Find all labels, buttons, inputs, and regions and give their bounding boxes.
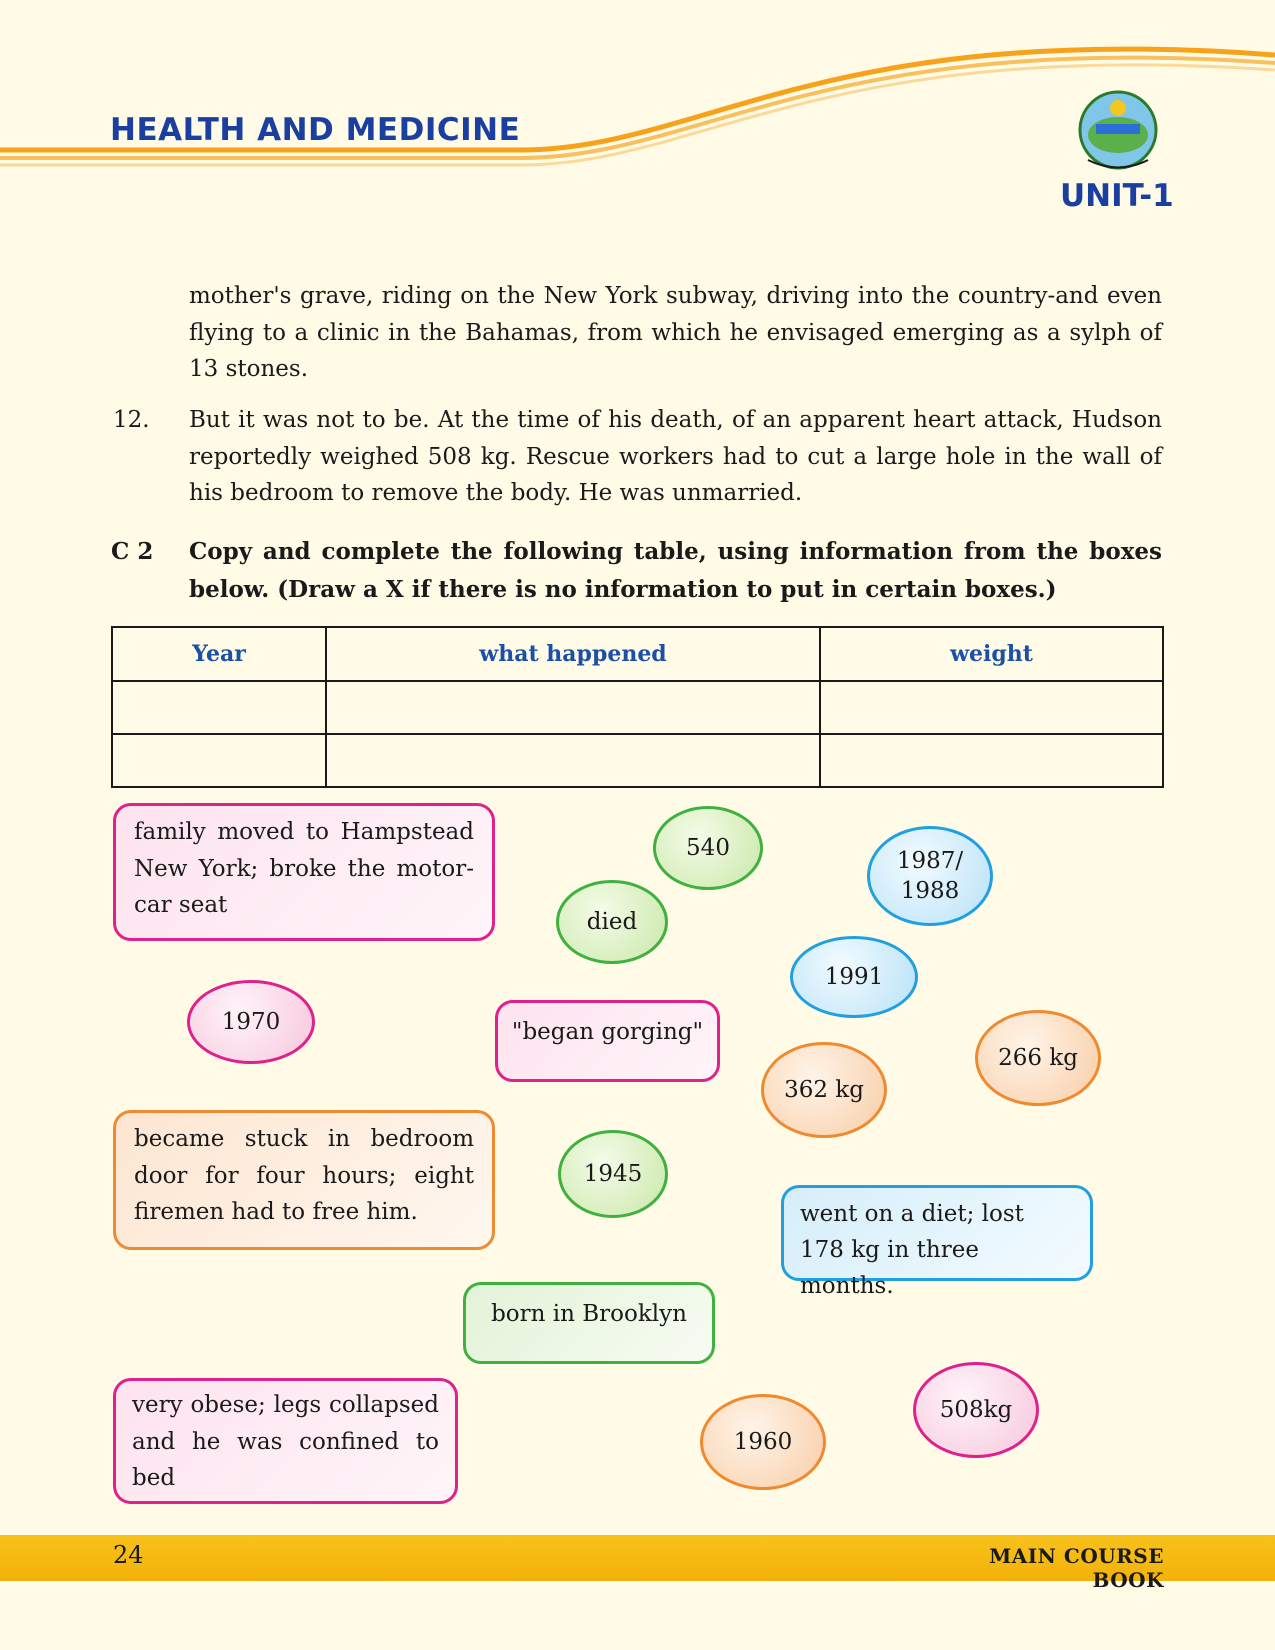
page-number: 24 <box>113 1541 144 1569</box>
info-box-began-gorging: "began gorging" <box>495 1000 720 1082</box>
oval-540: 540 <box>653 806 763 890</box>
paragraph-continuation: mother's grave, riding on the New York subway, driving into the country-and even flying to a clinic in the Bahamas, from which he envisaged emerging as a sylph of 13 stones. <box>189 283 1162 382</box>
school-logo-icon <box>1068 80 1168 180</box>
info-box-stuck-in-door: became stuck in bedroom door for four hours; eight firemen had to free him. <box>113 1110 495 1250</box>
table-cell[interactable] <box>112 681 326 734</box>
info-box-born-brooklyn: born in Brooklyn <box>463 1282 715 1364</box>
unit-theme-title: HEALTH AND MEDICINE <box>110 112 521 148</box>
table-cell[interactable] <box>326 734 820 787</box>
oval-died: died <box>556 880 668 964</box>
column-header-year: Year <box>112 627 326 681</box>
oval-1970: 1970 <box>187 980 315 1064</box>
oval-266-kg: 266 kg <box>975 1010 1101 1106</box>
table-cell[interactable] <box>820 681 1163 734</box>
book-title: MAIN COURSE BOOK <box>989 1544 1164 1592</box>
answer-table <box>111 626 1164 788</box>
table-header-row <box>112 627 1163 681</box>
info-box-family-moved: family moved to Hampstead New York; broke the motor-car seat <box>113 803 495 941</box>
oval-1945: 1945 <box>558 1130 668 1218</box>
oval-1991: 1991 <box>790 936 918 1018</box>
info-box-very-obese: very obese; legs collapsed and he was confined to bed <box>113 1378 458 1504</box>
oval-508kg: 508kg <box>913 1362 1039 1458</box>
table-row <box>112 734 1163 787</box>
oval-1987-1988: 1987/ 1988 <box>867 826 993 926</box>
table-cell[interactable] <box>820 734 1163 787</box>
column-header-what-happened: what happened <box>326 627 820 681</box>
exercise-instruction: Copy and complete the following table, using information from the boxes below. (Draw a X if there is no information to put in certain boxes.) <box>189 538 1162 603</box>
oval-362-kg: 362 kg <box>761 1042 887 1138</box>
exercise-label: C 2 <box>111 538 154 565</box>
oval-1960: 1960 <box>700 1394 826 1490</box>
unit-number: UNIT-1 <box>1060 178 1174 214</box>
table-cell[interactable] <box>326 681 820 734</box>
paragraph-12: But it was not to be. At the time of his death, of an apparent heart attack, Hudson reportedly weighed 508 kg. Rescue workers had to cut a large hole in the wall of his bedroom to remove the body. He was unmarried. <box>189 407 1162 506</box>
paragraph-number: 12. <box>113 407 150 433</box>
table-row <box>112 681 1163 734</box>
table-cell[interactable] <box>112 734 326 787</box>
column-header-weight: weight <box>820 627 1163 681</box>
info-box-diet: went on a diet; lost 178 kg in three months. <box>781 1185 1093 1281</box>
